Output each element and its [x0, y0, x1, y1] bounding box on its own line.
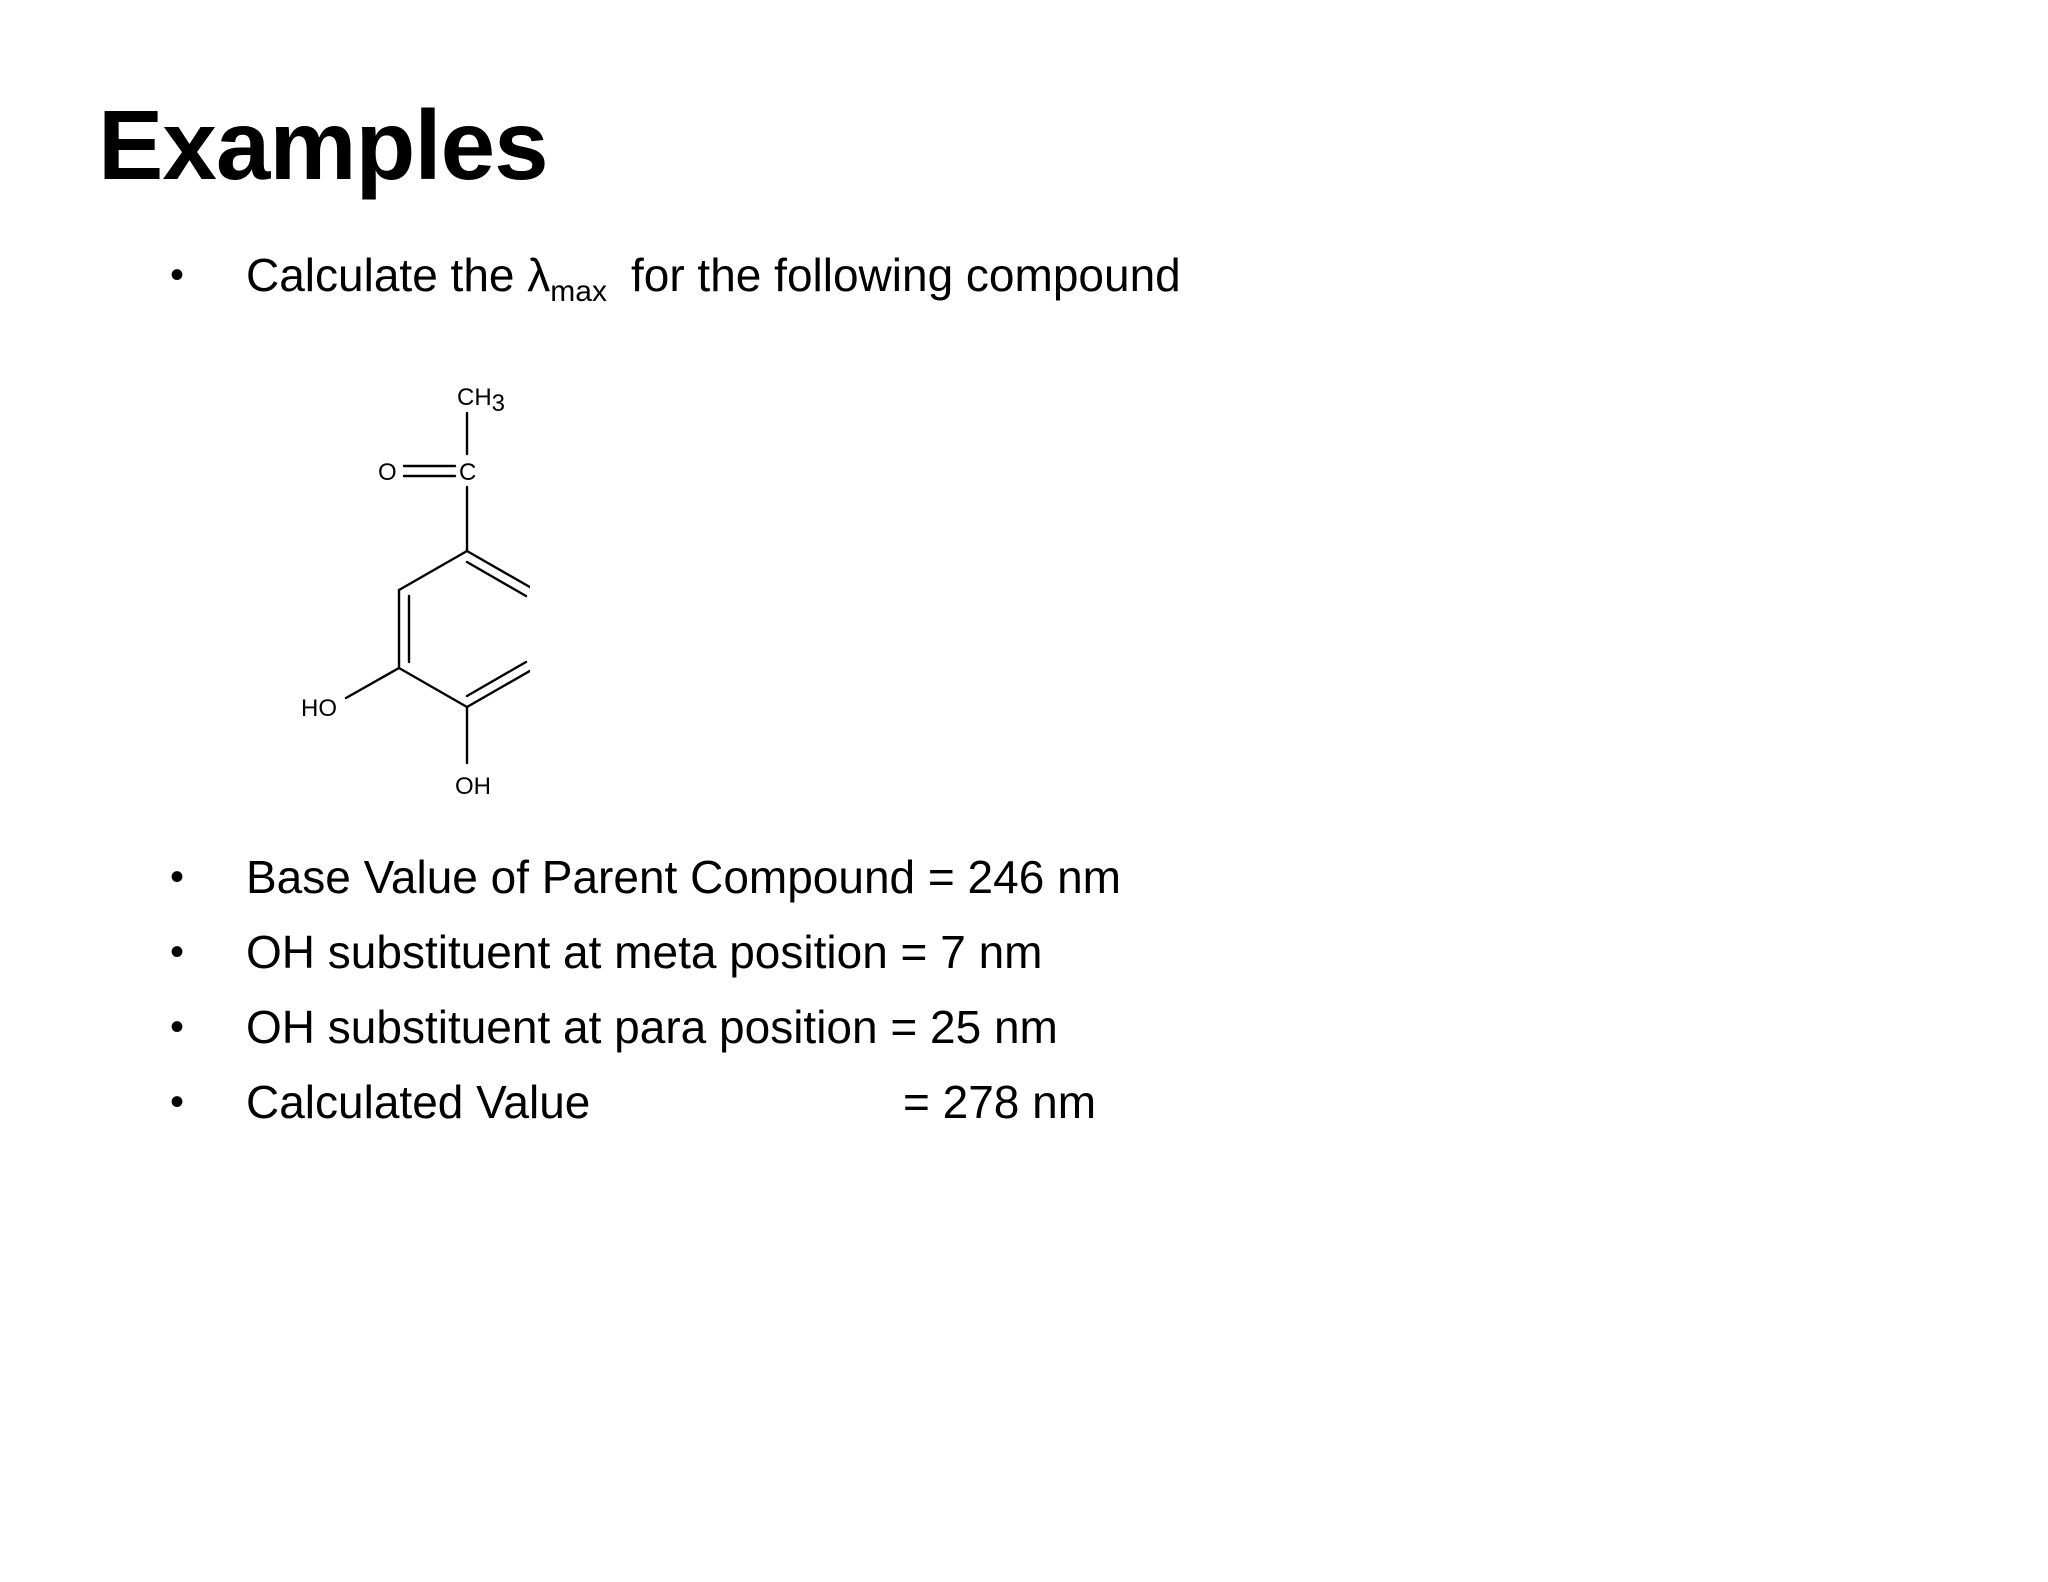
meta-hydroxyl-label: HO	[301, 695, 337, 722]
meta-substituent-text: OH substituent at meta position = 7 nm	[246, 926, 1043, 978]
intro-prefix: Calculate the λ	[246, 249, 551, 301]
ring-bond-bottom-right	[467, 668, 530, 707]
oxygen-label: O	[378, 459, 397, 486]
chemical-structure	[290, 365, 530, 805]
intro-text	[246, 248, 1181, 310]
lambda-subscript: max	[550, 275, 607, 308]
result-label: Calculated Value	[246, 1076, 591, 1128]
ring-bond-bottom-left	[399, 668, 467, 707]
bullet-dot: •	[170, 855, 185, 899]
methyl-label: CH3	[457, 384, 506, 417]
slide-title: Examples	[98, 90, 548, 200]
carbon-label: C	[459, 459, 477, 486]
result-value: = 278 nm	[903, 1076, 1097, 1128]
ring-bond-top-left	[399, 551, 467, 590]
meta-hydroxyl-bond	[346, 668, 399, 698]
para-substituent-text: OH substituent at para position = 25 nm	[246, 1001, 1058, 1053]
bullet-dot: •	[170, 1005, 185, 1049]
bullet-dot: •	[170, 930, 185, 974]
ring-bond-top-right	[467, 551, 530, 590]
bullet-dot: •	[170, 1080, 185, 1124]
para-hydroxyl-label: OH	[455, 773, 491, 800]
bullet-dot: •	[170, 253, 185, 297]
base-value-text: Base Value of Parent Compound = 246 nm	[246, 851, 1121, 903]
intro-suffix: for the following compound	[630, 249, 1181, 301]
